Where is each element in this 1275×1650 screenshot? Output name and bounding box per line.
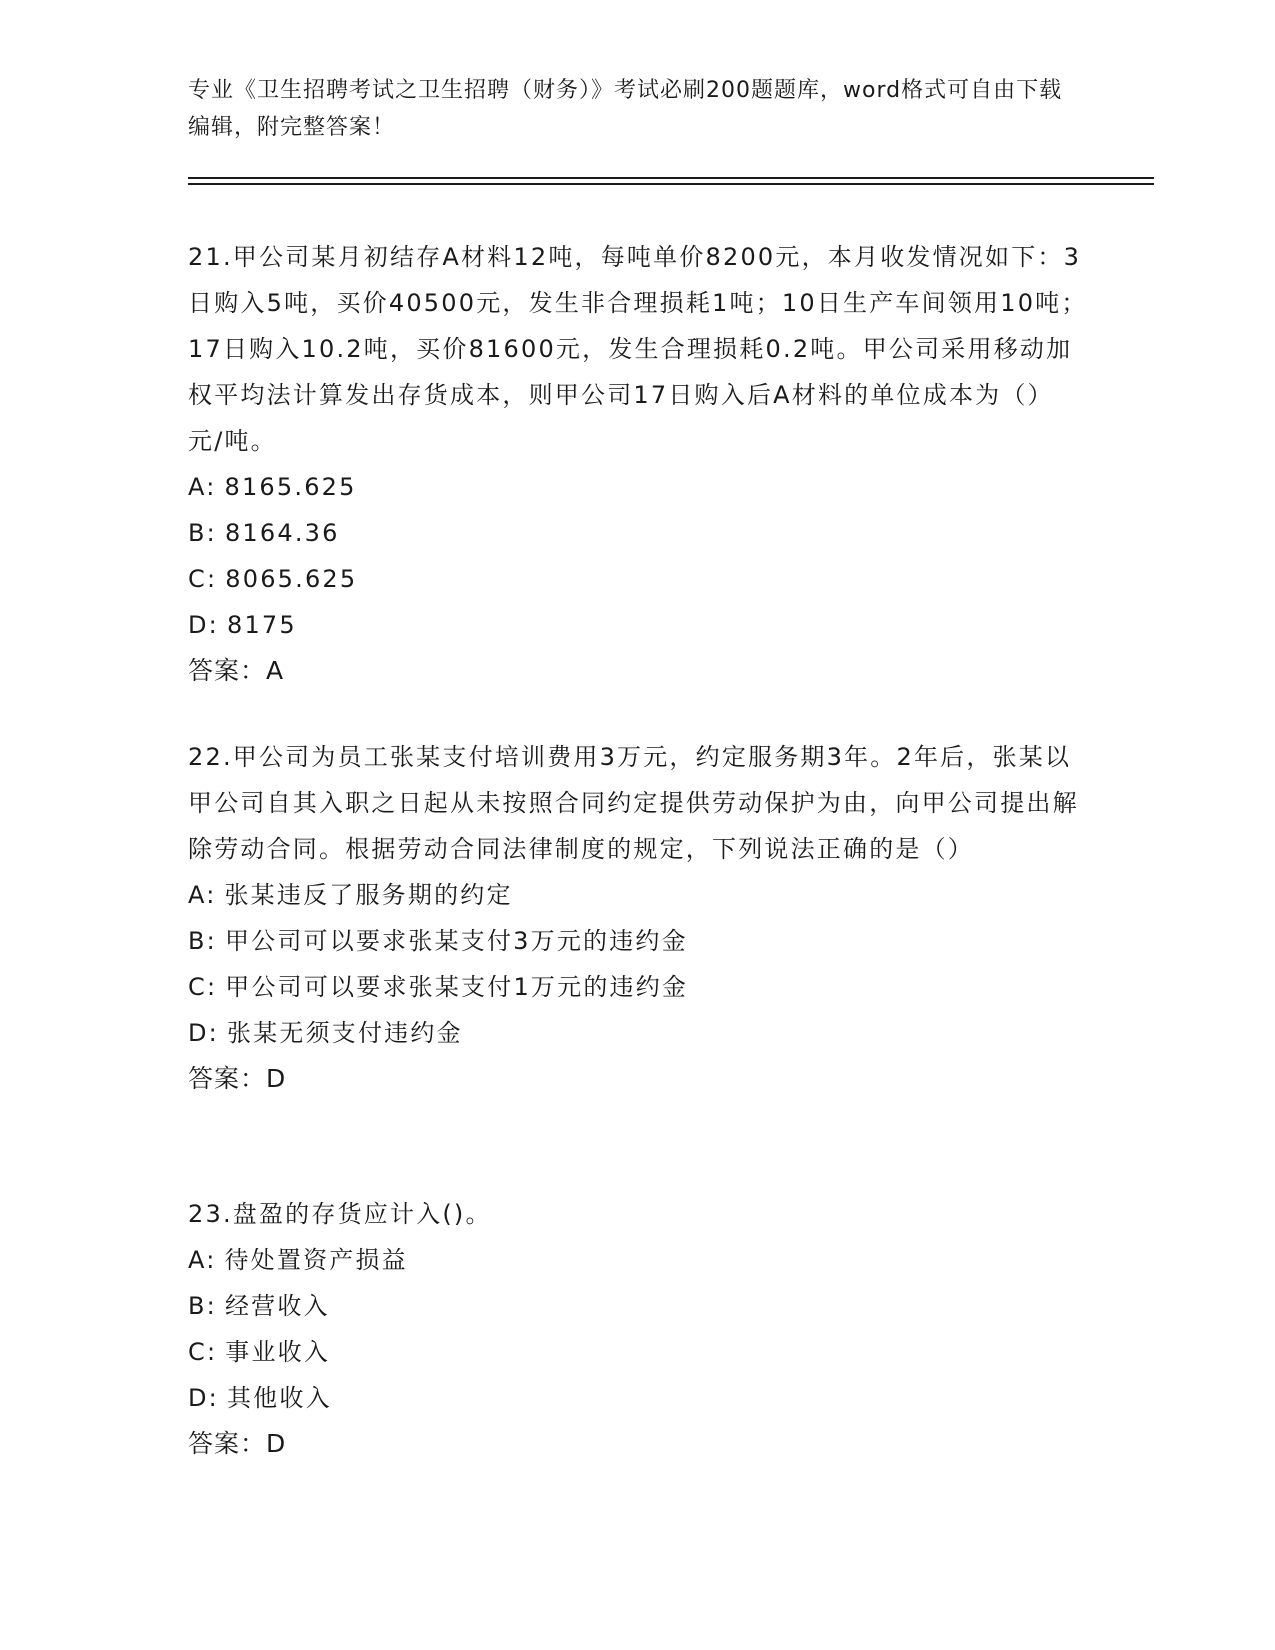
option-key: B:	[188, 927, 217, 955]
option-text: 张某无须支付违约金	[226, 1019, 463, 1047]
option-text: 事业收入	[225, 1338, 331, 1366]
option-text: 8175	[226, 611, 297, 639]
option-text: 8165.625	[224, 473, 357, 501]
option-c	[188, 964, 1088, 1010]
option-c	[188, 1329, 1088, 1375]
option-b	[188, 510, 1088, 556]
question-stem: 21.甲公司某月初结存A材料12吨，每吨单价8200元，本月收发情况如下：3日购入5吨，买价40500元，发生非合理损耗1吨；10日生产车间领用10吨；17日购入10.2吨，买价81600元，发生合理损耗0.2吨。甲公司采用移动加权平均法计算发出存货成本，则甲公司17日购入后A材料的单位成本为（）元/吨。	[188, 243, 1088, 455]
option-key: C:	[188, 1338, 218, 1366]
option-d	[188, 1375, 1088, 1421]
answer-line: 答案：D	[188, 1064, 287, 1093]
option-text: 待处置资产损益	[224, 1246, 408, 1274]
option-c	[188, 556, 1088, 602]
option-key: D:	[188, 611, 219, 639]
option-a	[188, 1237, 1088, 1283]
header-rule-top	[188, 177, 1154, 179]
answer-line: 答案：D	[188, 1429, 287, 1458]
option-key: C:	[188, 973, 218, 1001]
header-rule-bottom	[188, 183, 1154, 185]
option-text: 甲公司可以要求张某支付3万元的违约金	[224, 927, 688, 955]
option-key: B:	[188, 1292, 217, 1320]
option-text: 8065.625	[225, 565, 358, 593]
option-b	[188, 1283, 1088, 1329]
question-21	[188, 234, 1088, 694]
option-a	[188, 464, 1088, 510]
option-key: D:	[188, 1019, 219, 1047]
option-key: A:	[188, 881, 217, 909]
option-d	[188, 602, 1088, 648]
option-key: B:	[188, 519, 217, 547]
option-key: C:	[188, 565, 218, 593]
option-text: 甲公司可以要求张某支付1万元的违约金	[225, 973, 689, 1001]
option-key: A:	[188, 1246, 217, 1274]
option-text: 8164.36	[224, 519, 340, 547]
question-22	[188, 734, 1088, 1102]
question-stem: 23.盘盈的存货应计入()。	[188, 1200, 492, 1228]
option-text: 张某违反了服务期的约定	[224, 881, 513, 909]
question-23	[188, 1191, 1088, 1467]
option-key: D:	[188, 1384, 219, 1412]
option-text: 其他收入	[226, 1384, 332, 1412]
document-header: 专业《卫生招聘考试之卫生招聘（财务）》考试必刷200题题库，word格式可自由下载编辑，附完整答案！	[188, 78, 1063, 140]
option-key: A:	[188, 473, 217, 501]
option-d	[188, 1010, 1088, 1056]
answer-line: 答案：A	[188, 656, 285, 685]
option-b	[188, 918, 1088, 964]
option-a	[188, 872, 1088, 918]
option-text: 经营收入	[224, 1292, 330, 1320]
question-stem: 22.甲公司为员工张某支付培训费用3万元，约定服务期3年。2年后，张某以甲公司自其入职之日起从未按照合同约定提供劳动保护为由，向甲公司提出解除劳动合同。根据劳动合同法律制度的规定，下列说法正确的是（）	[188, 743, 1079, 863]
